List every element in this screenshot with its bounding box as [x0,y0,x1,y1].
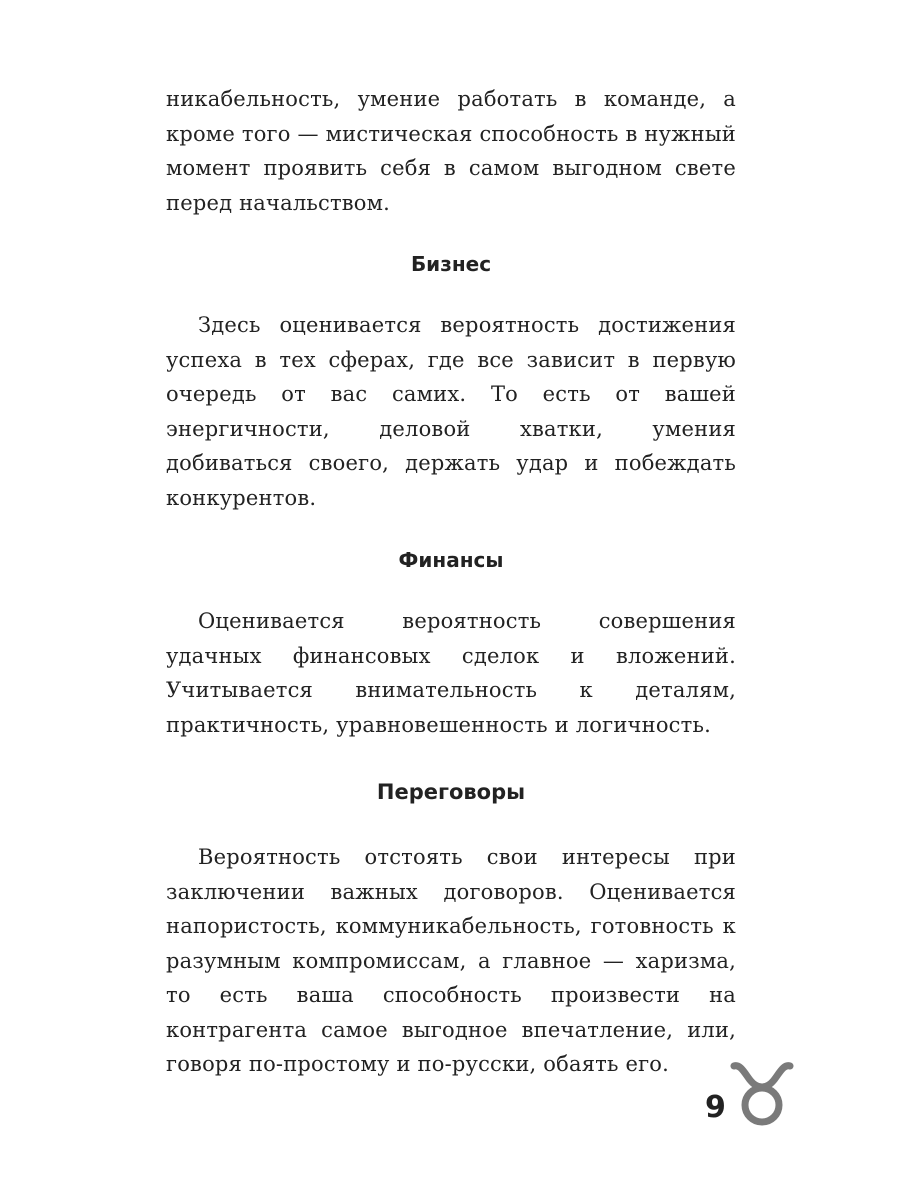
page-number: 9 [705,1090,726,1125]
page-content [166,82,736,1082]
taurus-zodiac-icon [730,1060,794,1128]
section-heading-finance: Финансы [398,548,504,572]
section-heading-negotiations: Переговоры [376,780,526,804]
section-text-business: Здесь оценивается вероятность достижения успеха в тех сферах, где все зависит в первую очередь от вас самих. То есть от вашей энергичности, деловой хватки, умения добиваться своего, держать удар и побеждать конкурентов. [166,313,736,510]
intro-paragraph: никабельность, умение работать в команде, а кроме того — мистическая способность в нужный момент проявить себя в самом выгодном свете перед начальством. [166,87,736,215]
page-footer [700,1060,830,1130]
section-text-negotiations: Вероятность отстоять свои интересы при заключении важных договоров. Оценивается напористость, коммуникабельность, готовность к разумным компромиссам, а главное — харизма, то есть ваша способность произвести на контрагента самое выгодное впечатление, или, говоря по-простому и по-русски, обаять его. [166,845,736,1076]
section-text-finance: Оценивается вероятность совершения удачных финансовых сделок и вложений. Учитывается внимательность к деталям, практичность, уравновешенность и логичность. [166,609,736,737]
section-heading-business: Бизнес [410,252,492,276]
